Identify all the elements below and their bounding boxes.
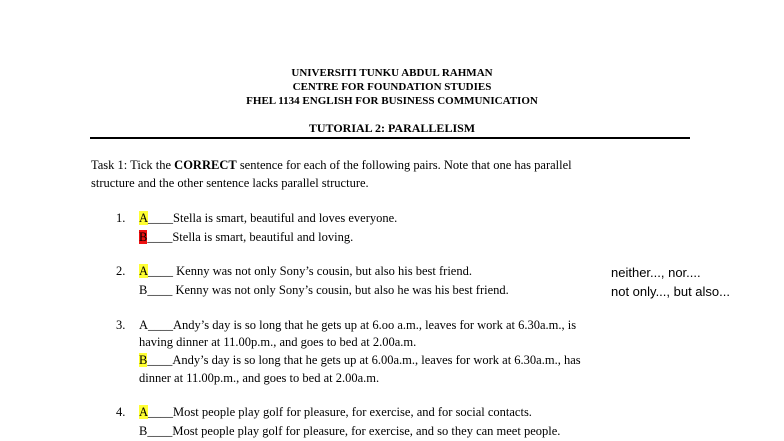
- item-2-option-b: B____ Kenny was not only Sony’s cousin, but also he was his best friend.: [139, 283, 509, 297]
- task-instruction-line2: structure and the other sentence lacks parallel structure.: [91, 176, 369, 190]
- item-4-b-label: B: [139, 424, 148, 438]
- item-4-a-label: A: [139, 405, 149, 419]
- item-1-b-label: B: [139, 230, 148, 244]
- item-2-b-label: B: [139, 283, 148, 297]
- tutorial-title: TUTORIAL 2: PARALLELISM: [308, 121, 476, 135]
- task-emphasis: CORRECT: [174, 158, 237, 172]
- item-4-number: 4.: [116, 405, 126, 419]
- item-1-number: 1.: [116, 211, 126, 225]
- item-1-option-b: B____Stella is smart, beautiful and loving.: [139, 230, 354, 244]
- header-centre: CENTRE FOR FOUNDATION STUDIES: [292, 81, 492, 93]
- header-course: FHEL 1134 ENGLISH FOR BUSINESS COMMUNICATION: [246, 95, 538, 107]
- item-3-number: 3.: [116, 318, 126, 332]
- item-2-a-label: A: [139, 264, 149, 278]
- item-3-option-a-line2: having dinner at 11.00p.m., and goes to bed at 2.00a.m.: [139, 335, 417, 349]
- item-3-option-b-line2: dinner at 11.00p.m., and goes to bed at 2.00a.m.: [139, 371, 380, 385]
- item-3-option-b-line1: B____Andy’s day is so long that he gets up at 6.00a.m., leaves for work at 6.30a.m., has: [139, 353, 581, 367]
- item-2-option-a: A____ Kenny was not only Sony’s cousin, but also his best friend.: [139, 264, 472, 278]
- handwritten-note-not-only-but-also: not only..., but also...: [611, 284, 730, 299]
- header-university: UNIVERSITI TUNKU ABDUL RAHMAN: [291, 67, 493, 79]
- item-4-option-a: A____Most people play golf for pleasure, for exercise, and for social contacts.: [139, 405, 532, 419]
- item-1-a-label: A: [139, 211, 149, 225]
- handwritten-note-neither-nor: neither..., nor....: [611, 265, 701, 280]
- title-divider: [90, 137, 690, 139]
- task-instruction-line1: Task 1: Tick the CORRECT sentence for each of the following pairs. Note that one has parallel: [91, 158, 572, 172]
- item-3-a-label: A: [139, 318, 149, 332]
- item-1-option-a: A____Stella is smart, beautiful and loves everyone.: [139, 211, 398, 225]
- item-4-option-b: B____Most people play golf for pleasure, for exercise, and so they can meet people.: [139, 424, 561, 438]
- item-3-option-a-line1: A____Andy’s day is so long that he gets up at 6.oo a.m., leaves for work at 6.30a.m., is: [139, 318, 577, 332]
- item-2-number: 2.: [116, 264, 126, 278]
- item-3-b-label: B: [139, 353, 148, 367]
